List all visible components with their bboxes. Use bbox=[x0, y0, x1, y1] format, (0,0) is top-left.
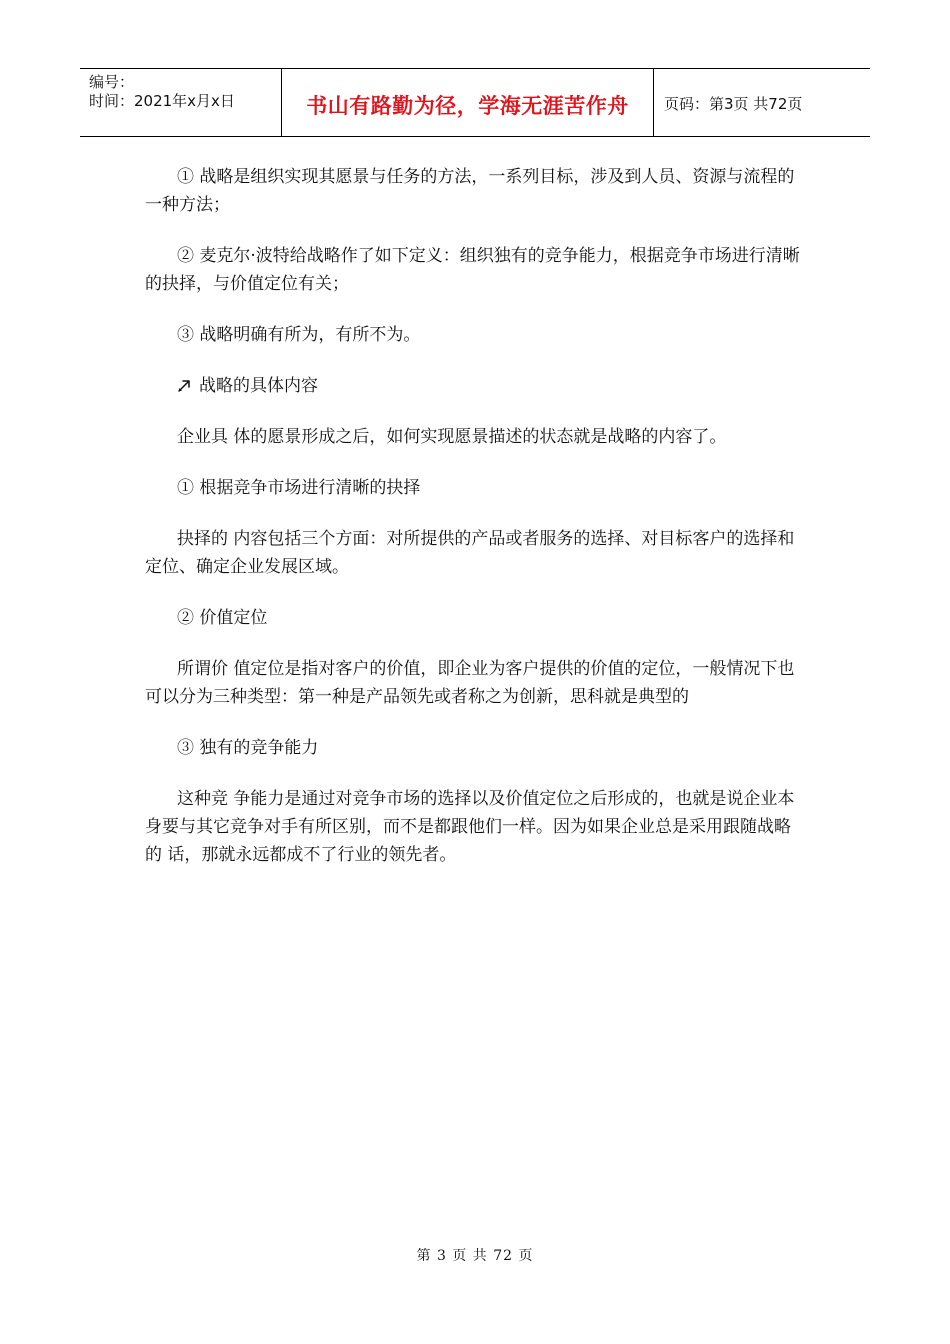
paragraph-unique-capability: 这种竞 争能力是通过对竞争市场的选择以及价值定位之后形成的，也就是说企业本身要与其它竞争对手有所区别，而不是都跟他们一样。因为如果企业总是采用跟随战略的 话，那就永远都成不了行业的领先者。 bbox=[145, 789, 795, 865]
paragraph-choice: 抉择的 内容包括三个方面：对所提供的产品或者服务的选择、对目标客户的选择和定位、确定企业发展区域。 bbox=[145, 529, 795, 577]
header-page-label: 页码：第3页 共72页 bbox=[664, 95, 803, 113]
header-page-cell bbox=[654, 69, 870, 136]
subheading-unique-capability: ③ 独有的竞争能力 bbox=[177, 738, 319, 758]
paragraph-strategy-definition-1: ① 战略是组织实现其愿景与任务的方法，一系列目标，涉及到人员、资源与流程的一种方法； bbox=[145, 167, 795, 215]
document-header bbox=[80, 68, 870, 137]
motto-text: 书山有路勤为径，学海无涯苦作舟 bbox=[306, 94, 629, 118]
document-body bbox=[145, 163, 805, 892]
paragraph-value-positioning: 所谓价 值定位是指对客户的价值，即企业为客户提供的价值的定位，一般情况下也可以分为三种类型：第一种是产品领先或者称之为创新，思科就是典型的 bbox=[145, 659, 795, 707]
section-heading-text: 战略的具体内容 bbox=[199, 376, 318, 396]
paragraph-strategy-definition-3: ③ 战略明确有所为，有所不为。 bbox=[177, 325, 421, 345]
subheading-choice: ① 根据竞争市场进行清晰的抉择 bbox=[177, 478, 421, 498]
header-info-cell bbox=[80, 69, 282, 136]
document-date-label: 时间：2021年x月x日 bbox=[89, 92, 235, 110]
header-motto-cell bbox=[282, 69, 654, 136]
page-footer: 第 3 页 共 72 页 bbox=[416, 1248, 534, 1264]
section-heading bbox=[145, 372, 805, 400]
subheading-value-positioning: ② 价值定位 bbox=[177, 608, 268, 628]
paragraph-strategy-content: 企业具 体的愿景形成之后，如何实现愿景描述的状态就是战略的内容了。 bbox=[177, 427, 727, 447]
paragraph-strategy-definition-2: ② 麦克尔·波特给战略作了如下定义：组织独有的竞争能力，根据竞争市场进行清晰的抉择，与价值定位有关； bbox=[145, 246, 800, 294]
hand-arrow-icon bbox=[177, 377, 193, 393]
document-number-label: 编号： bbox=[89, 73, 135, 91]
